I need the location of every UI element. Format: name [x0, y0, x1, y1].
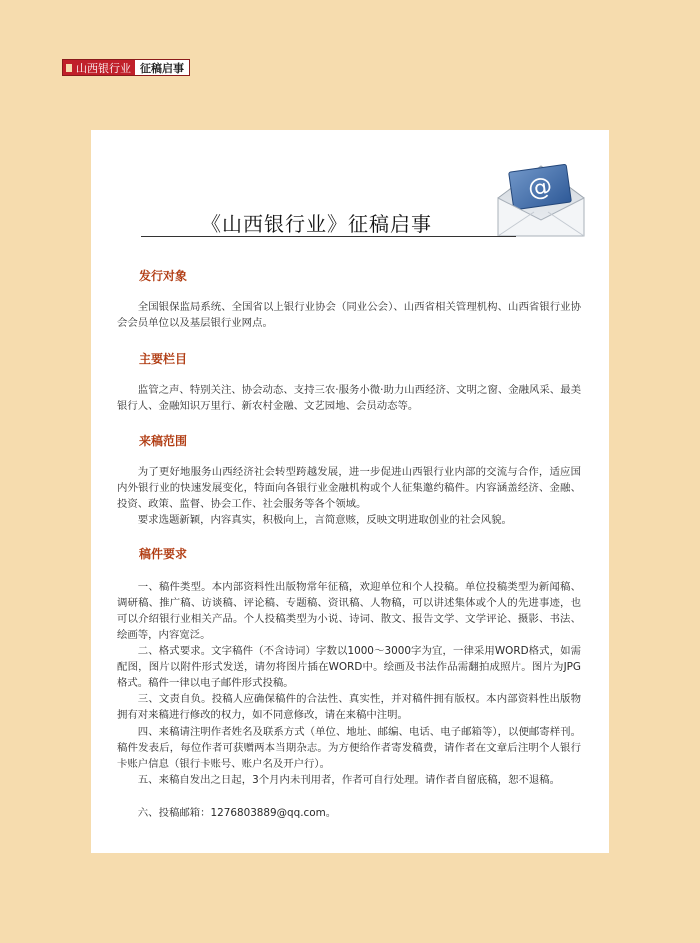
paragraph-req-email: 六、投稿邮箱：1276803889@qq.com。	[137, 807, 337, 819]
notice-card	[91, 130, 609, 853]
section-heading-requirements: 稿件要求	[139, 547, 188, 561]
envelope-icon	[496, 154, 586, 240]
paragraph-req-liability: 三、文责自负。投稿人应确保稿件的合法性、真实性，并对稿件拥有版权。本内部资料性出版物拥有对来稿进行修改的权力，如不同意修改，请在来稿中注明。	[117, 693, 581, 721]
section-heading-audience: 发行对象	[139, 269, 188, 283]
paragraph-scope-2: 要求选题新颖，内容真实，积极向上，言简意赅，反映文明进取创业的社会风貌。	[137, 514, 512, 526]
journal-name-label: 山西银行业	[63, 60, 135, 75]
svg-text:@: @	[526, 171, 554, 203]
paragraph-audience: 全国银保监局系统、全国省以上银行业协会（同业公会）、山西省相关管理机构、山西省银行业协会会员单位以及基层银行业网点。	[117, 301, 581, 329]
notice-title: 《山西银行业》征稿启事	[201, 212, 432, 236]
section-header-tag	[62, 59, 190, 76]
paragraph-req-return: 五、来稿自发出之日起，3个月内未刊用者，作者可自行处理。请作者自留底稿，恕不退稿。	[137, 774, 561, 786]
paragraph-req-contact: 四、来稿请注明作者姓名及联系方式（单位、地址、邮编、电话、电子邮箱等），以便邮寄样刊。稿件发表后，每位作者可获赠两本当期杂志。为方便给作者寄发稿费，请作者在文章后注明个人银行卡账户信息（银行卡账号、账户名及开户行）。	[117, 726, 581, 770]
paragraph-req-type: 一、稿件类型。本内部资料性出版物常年征稿，欢迎单位和个人投稿。单位投稿类型为新闻稿、调研稿、推广稿、访谈稿、评论稿、专题稿、资讯稿、人物稿，可以讲述集体或个人的先进事迹，也可以介绍银行业相关产品。个人投稿类型为小说、诗词、散文、报告文学、文学评论、摄影、书法、绘画等，内容宽泛。	[117, 581, 581, 641]
section-heading-columns: 主要栏目	[139, 352, 188, 366]
paragraph-req-format: 二、格式要求。文字稿件（不含诗词）字数以1000～3000字为宜，一律采用WORD格式，如需配图，图片以附件形式发送，请勿将图片插在WORD中。绘画及书法作品需翻拍成照片。图片为JPG格式。稿件一律以电子邮件形式投稿。	[117, 645, 581, 689]
column-name-label: 征稿启事	[140, 62, 184, 75]
paragraph-columns: 监管之声、特别关注、协会动态、支持三农·服务小微·助力山西经济、文明之窗、金融风采、最美银行人、金融知识万里行、新农村金融、文艺园地、会员动态等。	[117, 384, 581, 412]
title-divider	[141, 236, 516, 237]
section-heading-scope: 来稿范围	[139, 434, 188, 448]
paragraph-scope-1: 为了更好地服务山西经济社会转型跨越发展，进一步促进山西银行业内部的交流与合作，适应国内外银行业的快速发展变化，特面向各银行业金融机构或个人征集邀约稿件。内容涵盖经济、金融、投资、政策、监督、协会工作、社会服务等各个领域。	[117, 466, 581, 510]
